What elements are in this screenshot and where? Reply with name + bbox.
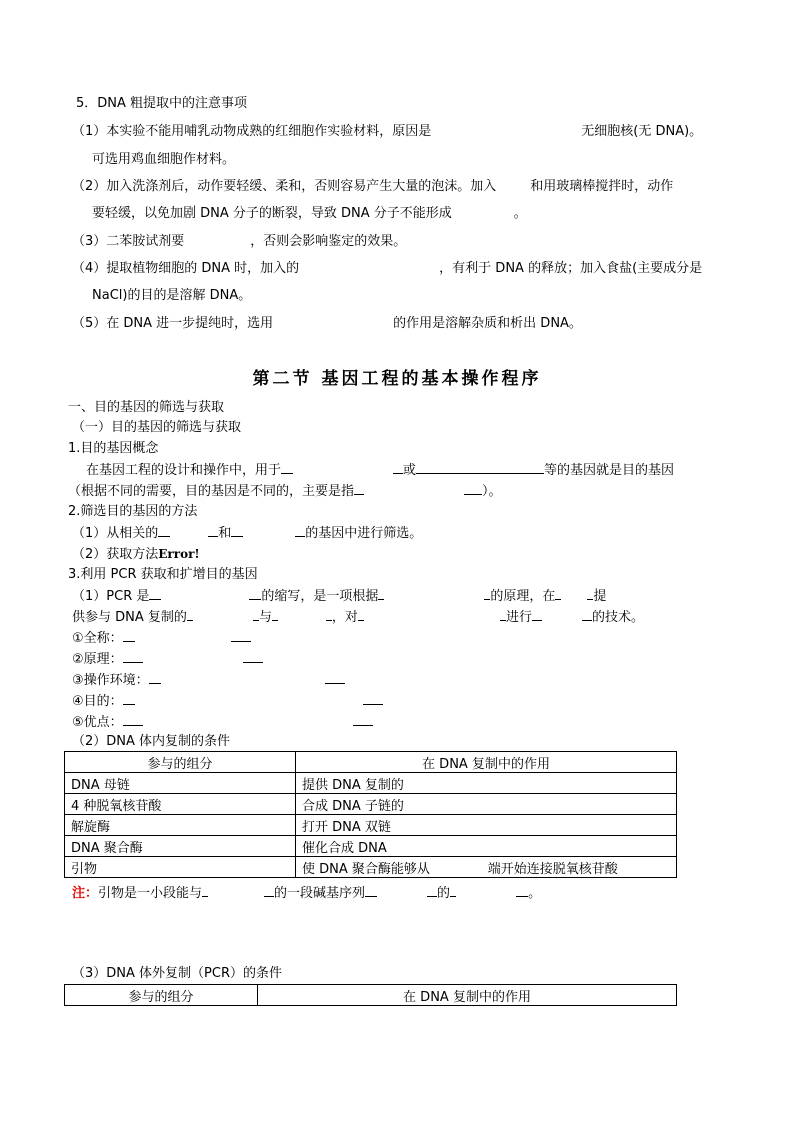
para-1-text-c: 等的基因就是目的基因 xyxy=(544,463,675,478)
para-3-text-i: 的技术。 xyxy=(591,610,644,625)
table-cell: 催化合成 DNA xyxy=(296,836,677,857)
item-4-text-a: （4）提取植物细胞的 DNA 时，加入的 xyxy=(72,261,300,276)
item-2-text-b: 和用玻璃棒搅拌时，动作 xyxy=(530,179,674,194)
item-3 xyxy=(72,233,406,251)
item-2-text-d: 。 xyxy=(513,206,527,221)
para-2-line-2 xyxy=(72,545,200,564)
section-title: 第二节 基因工程的基本操作程序 xyxy=(252,369,542,389)
char-1-label: ①全称： xyxy=(72,631,123,646)
item-3-text-b: ，否则会影响鉴定的效果。 xyxy=(250,234,407,249)
para-2-text-c: 的基因中进行筛选。 xyxy=(305,526,423,541)
table-1-caption: （2）DNA 体内复制的条件 xyxy=(72,734,231,749)
char-4-label: ④目的： xyxy=(72,694,123,709)
para-1-text-a: 在基因工程的设计和操作中，用于 xyxy=(86,463,282,478)
item-1-text-b: 无细胞核(无 DNA)。 xyxy=(581,124,703,139)
item-1 xyxy=(72,123,702,141)
char-4 xyxy=(72,692,383,711)
table-header-cell: 在 DNA 复制中的作用 xyxy=(258,985,677,1006)
heading-1: 一、目的基因的筛选与获取 xyxy=(68,400,225,415)
para-3-text-h: 进行 xyxy=(505,610,532,625)
item-2 xyxy=(72,178,673,196)
para-1-line-2 xyxy=(68,482,502,501)
char-2-label: ②原理： xyxy=(72,652,123,667)
table-row xyxy=(65,815,677,836)
table-header-cell: 参与的组分 xyxy=(65,985,258,1006)
note-label: 注： xyxy=(72,886,99,901)
table-2-caption: （3）DNA 体外复制（PCR）的条件 xyxy=(72,966,282,981)
para-3-text-g: ，对 xyxy=(331,610,358,625)
table-row xyxy=(65,773,677,794)
error-text: Error! xyxy=(158,547,200,561)
char-5-label: ⑤优点： xyxy=(72,715,123,730)
char-1 xyxy=(72,629,251,648)
note-text-d: 。 xyxy=(528,886,542,901)
table-row xyxy=(65,857,677,878)
para-3-heading: 3.利用 PCR 获取和扩增目的基因 xyxy=(68,567,258,582)
item-4-text-b: ，有利于 DNA 的释放；加入食盐(主要成分是 xyxy=(439,261,703,276)
char-3-label: ③操作环境： xyxy=(72,673,149,688)
table-header-row xyxy=(65,752,677,773)
para-3-line-2 xyxy=(72,608,644,627)
para-3-line-1 xyxy=(72,587,606,606)
table-pcr xyxy=(64,984,677,1006)
item-2-cont xyxy=(92,205,527,223)
table-cell: 使 DNA 聚合酶能够从 端开始连接脱氧核苷酸 xyxy=(296,857,677,878)
para-1-text-d: （根据不同的需要，目的基因是不同的，主要是指 xyxy=(68,484,355,499)
char-5 xyxy=(72,713,373,732)
char-2 xyxy=(72,650,263,669)
item-2-text-a: （2）加入洗涤剂后，动作要轻缓、柔和，否则容易产生大量的泡沫。加入 xyxy=(72,179,497,194)
item-2-text-c: 要轻缓，以免加剧 DNA 分子的断裂，导致 DNA 分子不能形成 xyxy=(92,206,452,221)
para-1-line-1 xyxy=(86,461,674,480)
item-5 xyxy=(72,315,582,333)
para-2-text-d: （2）获取方法 xyxy=(72,547,159,562)
para-1-heading: 1.目的基因概念 xyxy=(68,441,159,456)
item-5-text-b: 的作用是溶解杂质和析出 DNA。 xyxy=(393,316,582,331)
table-header-cell: 参与的组分 xyxy=(65,752,296,773)
item-3-text-a: （3）二苯胺试剂要 xyxy=(72,234,185,249)
para-2-heading: 2.筛选目的基因的方法 xyxy=(68,504,198,519)
para-2-text-a: （1）从相关的 xyxy=(72,526,159,541)
para-2-line-1 xyxy=(72,524,422,543)
para-3-text-a: （1）PCR 是 xyxy=(72,589,150,604)
table-cell: DNA 母链 xyxy=(65,773,296,794)
table-in-vivo xyxy=(64,751,677,878)
para-1-text-e: ）。 xyxy=(482,484,502,499)
table-cell: 合成 DNA 子链的 xyxy=(296,794,677,815)
table-cell: 引物 xyxy=(65,857,296,878)
para-3-text-f: 与 xyxy=(258,610,272,625)
table-cell: 解旋酶 xyxy=(65,815,296,836)
item-4-cont: NaCl)的目的是溶解 DNA。 xyxy=(92,288,252,303)
table-row xyxy=(65,794,677,815)
note-text-b: 的一段碱基序列 xyxy=(274,886,366,901)
table-cell: 打开 DNA 双链 xyxy=(296,815,677,836)
note-text-c: 的 xyxy=(437,886,451,901)
para-1-text-b: 或 xyxy=(403,463,417,478)
para-3-text-b: 的缩写，是一项根据 xyxy=(261,589,379,604)
item-4 xyxy=(72,260,702,278)
item-1-text-a: （1）本实验不能用哺乳动物成熟的红细胞作实验材料，原因是 xyxy=(72,124,432,139)
table-row xyxy=(65,836,677,857)
section5-heading: 5．DNA 粗提取中的注意事项 xyxy=(76,96,248,111)
table-cell: 提供 DNA 复制的 xyxy=(296,773,677,794)
table-cell: DNA 聚合酶 xyxy=(65,836,296,857)
note xyxy=(72,884,541,903)
note-text-a: 引物是一小段能与 xyxy=(98,886,203,901)
para-3-text-d: 提 xyxy=(593,589,607,604)
para-2-text-b: 和 xyxy=(218,526,232,541)
para-3-text-e: 供参与 DNA 复制的 xyxy=(72,610,187,625)
item-1-cont: 可选用鸡血细胞作材料。 xyxy=(92,152,236,167)
table-header-cell: 在 DNA 复制中的作用 xyxy=(296,752,677,773)
table-header-row xyxy=(65,985,677,1006)
char-3 xyxy=(72,671,345,690)
table-cell: 4 种脱氧核苷酸 xyxy=(65,794,296,815)
item-5-text-a: （5）在 DNA 进一步提纯时，选用 xyxy=(72,316,274,331)
para-3-text-c: 的原理，在 xyxy=(490,589,556,604)
heading-1a: （一）目的基因的筛选与获取 xyxy=(72,420,242,435)
